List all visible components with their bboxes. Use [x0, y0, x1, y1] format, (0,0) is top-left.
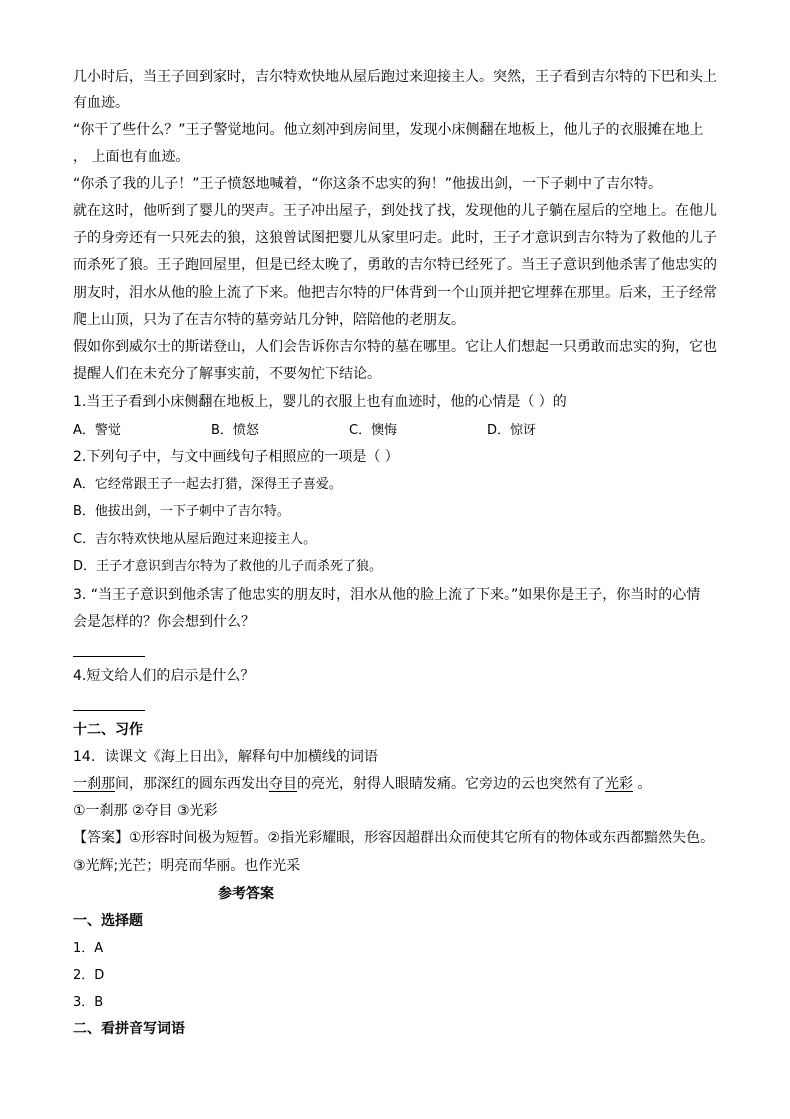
section-heading-12: 十二、习作	[73, 722, 143, 738]
q2-option-b: B．他拔出剑，一下子刺中了吉尔特。	[73, 504, 290, 519]
q2-option-d: D．王子才意识到吉尔特为了救他的儿子而杀死了狼。	[73, 559, 383, 574]
question-14-items: ①一刹那 ②夺目 ③光彩	[73, 803, 218, 819]
story-paragraph-4-line-3: 而杀死了狼。王子跑回屋里，但是已经太晚了，勇敢的吉尔特已经死了。当王子意识到他杀害了他忠实的	[73, 257, 717, 273]
story-paragraph-4-line-5: 爬上山顶，只为了在吉尔特的墓旁站几分钟，陪陪他的老朋友。	[73, 312, 465, 328]
answer-item-1: 1．A	[73, 941, 104, 956]
question-1: 1.当王子看到小床侧翻在地板上，婴儿的衣服上也有血迹时，他的心情是（ ）的	[73, 394, 567, 410]
question-4: 4.短文给人们的启示是什么？	[73, 668, 255, 684]
story-paragraph-2-line-2: ， 上面也有血迹。	[73, 149, 190, 165]
answer-blank-3	[73, 656, 145, 657]
answer-line-1: 【答案】①形容时间极为短暂。②指光彩耀眼，形容因超群出众而使其它所有的物体或东西都黯然失色。	[73, 830, 715, 846]
answer-line-2: ③光辉;光芒；明亮而华丽。也作光采	[73, 858, 301, 874]
underlined-word-3: 光彩	[605, 776, 633, 792]
story-paragraph-5-line-1: 假如你到威尔士的斯诺登山，人们会告诉你吉尔特的墓在哪里。它让人们想起一只勇敢而忠实的狗，它也	[73, 339, 717, 355]
section-heading-pinyin: 二、看拼音写词语	[73, 1021, 185, 1037]
q2-option-c: C．吉尔特欢快地从屋后跑过来迎接主人。	[73, 532, 317, 547]
answer-blank-4	[73, 710, 145, 711]
q1-option-d: D．惊讶	[487, 423, 537, 438]
question-3-line-1: 3. “当王子意识到他杀害了他忠实的朋友时，泪水从他的脸上流了下来。”如果你是王子，你当时的心情	[73, 587, 701, 603]
question-1-options	[73, 422, 730, 440]
sentence-segment-3: 。	[633, 776, 652, 792]
underlined-word-1: 一刹那	[73, 776, 115, 792]
sentence-segment-2: 的亮光，射得人眼睛发痛。它旁边的云也突然有了	[297, 776, 605, 792]
story-paragraph-4-line-1: 就在这时，他听到了婴儿的哭声。王子冲出屋子，到处找了找，发现他的儿子躺在屋后的空地上。在他儿	[73, 203, 717, 219]
question-14-sentence	[73, 775, 730, 793]
q1-option-a: A．警觉	[73, 423, 121, 438]
underlined-word-2: 夺目	[269, 776, 297, 792]
story-paragraph-4-line-4: 朋友时，泪水从他的脸上流了下来。他把吉尔特的尸体背到一个山顶并把它埋葬在那里。后来，王子经常	[73, 285, 717, 301]
section-heading-choice: 一、选择题	[73, 913, 143, 929]
story-paragraph-4-line-2: 子的身旁还有一只死去的狼，这狼曾试图把婴儿从家里叼走。此时，王子才意识到吉尔特为了救他的儿子	[73, 230, 717, 246]
sentence-segment-1: 间，那深红的圆东西发出	[115, 776, 269, 792]
question-2: 2.下列句子中，与文中画线句子相照应的一项是（ ）	[73, 449, 399, 465]
answer-item-3: 3．B	[73, 995, 104, 1010]
q1-option-c: C．懊悔	[349, 423, 398, 438]
story-paragraph-3: “你杀了我的儿子！”王子愤怒地喊着，“你这条不忠实的狗！”他拔出剑，一下子刺中了吉尔特。	[73, 176, 663, 192]
q2-option-a: A．它经常跟王子一起去打猎，深得王子喜爱。	[73, 477, 342, 492]
reference-answers-title: 参考答案	[218, 886, 274, 902]
story-paragraph-1-line-2: 有血迹。	[73, 95, 129, 111]
q1-option-b: B．愤怒	[211, 423, 259, 438]
question-14: 14．读课文《海上日出》，解释句中加横线的词语	[73, 749, 378, 765]
story-paragraph-1-line-1: 几小时后，当王子回到家时，吉尔特欢快地从屋后跑过来迎接主人。突然，王子看到吉尔特的下巴和头上	[73, 69, 717, 85]
story-paragraph-5-line-2: 提醒人们在未充分了解事实前，不要匆忙下结论。	[73, 366, 381, 382]
story-paragraph-2-line-1: “你干了些什么？”王子警觉地问。他立刻冲到房间里，发现小床侧翻在地板上，他儿子的衣服摊在地上	[73, 122, 704, 138]
answer-item-2: 2．D	[73, 968, 105, 983]
question-3-line-2: 会是怎样的？你会想到什么？	[73, 614, 255, 630]
